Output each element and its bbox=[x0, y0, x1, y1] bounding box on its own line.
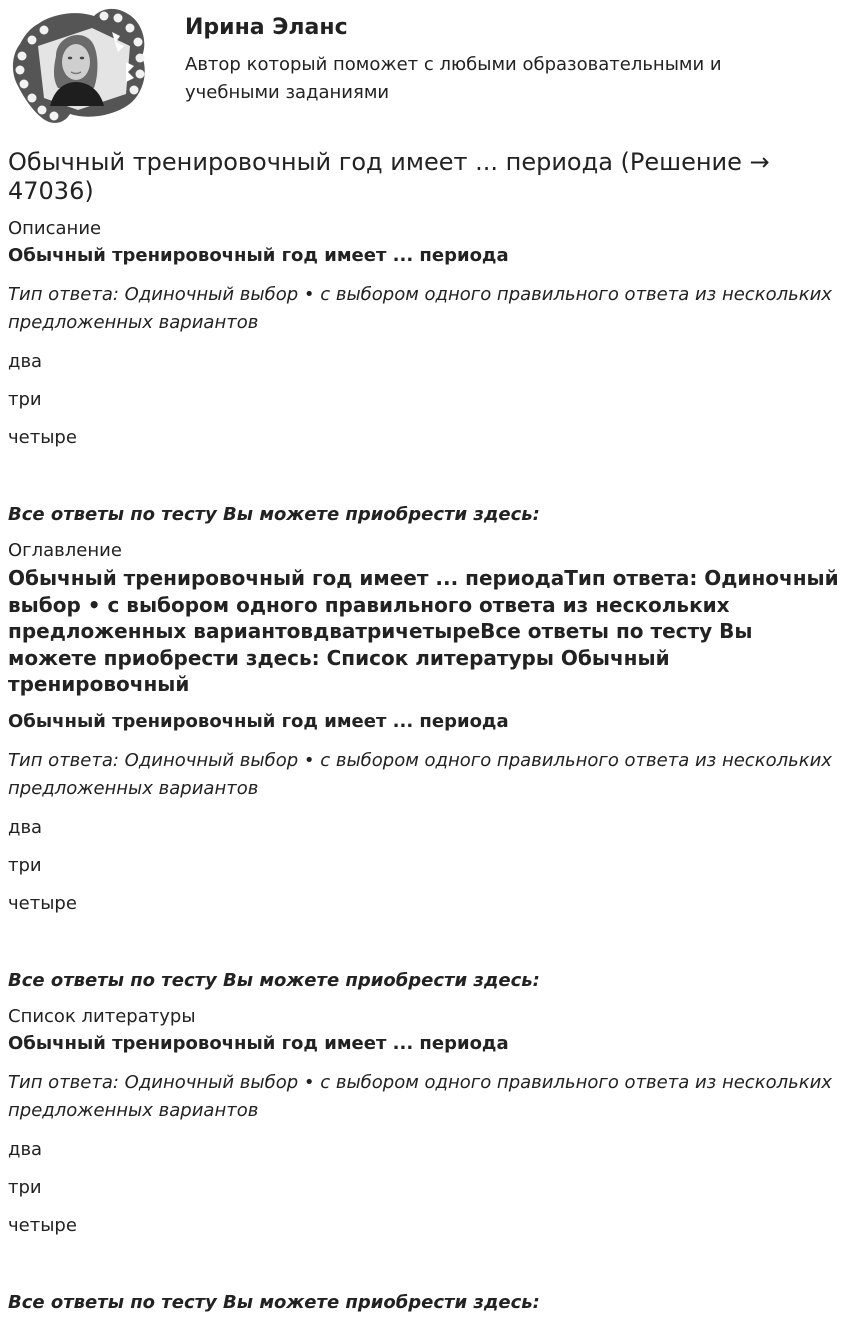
references-section bbox=[8, 1005, 839, 1316]
question-text: Обычный тренировочный год имеет ... периода bbox=[8, 245, 509, 266]
answer-type-text: Тип ответа: Одиночный выбор • с выбором одного правильного ответа из нескольких предложенных вариантов bbox=[8, 284, 832, 333]
question-text: Обычный тренировочный год имеет ... периода bbox=[8, 710, 509, 732]
answer-option: три bbox=[8, 854, 42, 876]
toc-section bbox=[8, 539, 839, 994]
description-section bbox=[8, 217, 839, 528]
film-frame-icon bbox=[8, 6, 150, 126]
buy-answers-text: Все ответы по тесту Вы можете приобрести здесь: bbox=[8, 969, 540, 991]
toc-label: Оглавление bbox=[8, 540, 122, 561]
answer-option: два bbox=[8, 816, 43, 838]
answer-type-text: Тип ответа: Одиночный выбор • с выбором одного правильного ответа из нескольких предложенных вариантов bbox=[8, 1071, 832, 1121]
answer-option: два bbox=[8, 1138, 43, 1160]
answer-option: три bbox=[8, 389, 42, 410]
question-text: Обычный тренировочный год имеет ... периода bbox=[8, 1032, 509, 1054]
author-name[interactable]: Ирина Эланс bbox=[185, 15, 348, 40]
answer-option: четыре bbox=[8, 1214, 77, 1236]
page-title: Обычный тренировочный год имеет ... периода (Решение → 47036) bbox=[8, 148, 770, 205]
answer-type-text: Тип ответа: Одиночный выбор • с выбором одного правильного ответа из нескольких предложенных вариантов bbox=[8, 749, 832, 799]
buy-answers-text: Все ответы по тесту Вы можете приобрести здесь: bbox=[8, 1291, 540, 1313]
description-label: Описание bbox=[8, 218, 102, 239]
buy-answers-text: Все ответы по тесту Вы можете приобрести здесь: bbox=[8, 504, 540, 525]
author-block bbox=[8, 6, 839, 126]
references-label: Список литературы bbox=[8, 1005, 196, 1027]
answer-option: два bbox=[8, 351, 43, 372]
author-avatar[interactable] bbox=[8, 6, 150, 126]
toc-summary: Обычный тренировочный год имеет ... периодаТип ответа: Одиночный выбор • с выбором одного правильного ответа из нескольких предложенных вариантовдватричетыреВсе ответы по тесту Вы можете приобрести здесь: Список литературы Обычный тренировочный bbox=[8, 566, 839, 696]
answer-option: три bbox=[8, 1176, 42, 1198]
answer-option: четыре bbox=[8, 892, 77, 914]
page bbox=[8, 6, 839, 1316]
author-description: Автор который поможет с любыми образовательными и учебными заданиями bbox=[185, 54, 722, 103]
answer-option: четыре bbox=[8, 427, 77, 448]
